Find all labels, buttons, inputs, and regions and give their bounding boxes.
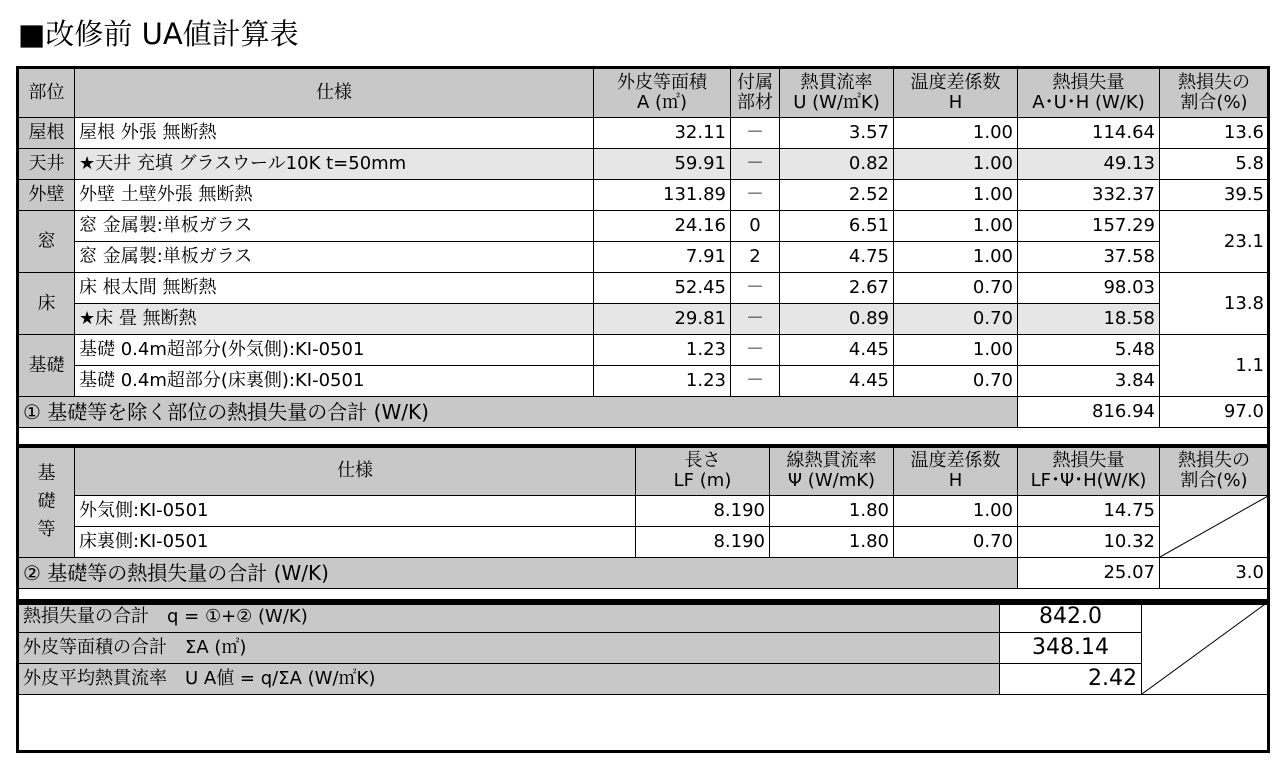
u-cell: 2.67 xyxy=(780,273,894,304)
spec-cell: 基礎 0.4m超部分(床裏側):KI-0501 xyxy=(75,366,594,397)
u-cell: 3.57 xyxy=(780,118,894,149)
spec-cell: 外気側:KI-0501 xyxy=(75,496,636,527)
table-row xyxy=(19,366,1269,397)
u-cell: 4.45 xyxy=(780,366,894,397)
h-cell: 0.70 xyxy=(894,366,1018,397)
subtotal-label: ② 基礎等の熱損失量の合計 (W/K) xyxy=(19,558,1018,589)
empty-diagonal-cell xyxy=(1142,602,1269,695)
header-part: 部位 xyxy=(19,69,75,118)
table-row xyxy=(19,335,1269,366)
loss-cell: 5.48 xyxy=(1018,335,1160,366)
table-row xyxy=(19,149,1269,180)
total-loss-value: 842.0 xyxy=(1000,602,1142,633)
area-cell: 29.81 xyxy=(594,304,731,335)
ua-value-label: 外皮平均熱貫流率 U A値 = q/ΣA (W/㎡K) xyxy=(19,664,1000,695)
table-row xyxy=(19,527,1269,558)
h-cell: 1.00 xyxy=(894,335,1018,366)
table-row xyxy=(19,180,1269,211)
table-row xyxy=(19,273,1269,304)
header-spec: 仕様 xyxy=(75,69,594,118)
u-cell: 4.45 xyxy=(780,335,894,366)
spec-cell: 床 根太間 無断熱 xyxy=(75,273,594,304)
subtotal-label: ① 基礎等を除く部位の熱損失量の合計 (W/K) xyxy=(19,397,1018,428)
page-title: ■改修前 UA値計算表 xyxy=(18,17,299,51)
part-cell: 屋根 xyxy=(19,118,75,149)
h-cell: 1.00 xyxy=(894,149,1018,180)
h-cell: 0.70 xyxy=(894,527,1018,558)
subtotal-loss: 25.07 xyxy=(1018,558,1160,589)
subtotal-ratio: 97.0 xyxy=(1160,397,1269,428)
spec-cell: 基礎 0.4m超部分(外気側):KI-0501 xyxy=(75,335,594,366)
loss-cell: 332.37 xyxy=(1018,180,1160,211)
header-h: 温度差係数 H xyxy=(894,447,1018,496)
header-attach: 付属 部材 xyxy=(731,69,780,118)
attach-cell: － xyxy=(731,149,780,180)
ratio-cell: 1.1 xyxy=(1160,335,1269,397)
table-row xyxy=(19,496,1269,527)
u-cell: 0.89 xyxy=(780,304,894,335)
header-spec: 仕様 xyxy=(75,447,636,496)
loss-cell: 3.84 xyxy=(1018,366,1160,397)
attach-cell: － xyxy=(731,335,780,366)
total-area-value: 348.14 xyxy=(1000,633,1142,664)
header-psi: 線熱貫流率 Ψ (W/mK) xyxy=(770,447,894,496)
part-cell: 基礎 xyxy=(19,335,75,397)
subtotal-loss: 816.94 xyxy=(1018,397,1160,428)
foundation-table xyxy=(18,446,1269,589)
total-row xyxy=(19,602,1269,633)
totals-table xyxy=(18,601,1269,695)
u-cell: 0.82 xyxy=(780,149,894,180)
header-loss: 熱損失量 LF･Ψ･H(W/K) xyxy=(1018,447,1160,496)
h-cell: 1.00 xyxy=(894,496,1018,527)
attach-cell: － xyxy=(731,180,780,211)
loss-cell: 37.58 xyxy=(1018,242,1160,273)
part-cell: 外壁 xyxy=(19,180,75,211)
area-cell: 59.91 xyxy=(594,149,731,180)
part-cell-foundation: 基礎等 xyxy=(19,447,75,558)
table-row xyxy=(19,118,1269,149)
part-cell: 窓 xyxy=(19,211,75,273)
loss-cell: 157.29 xyxy=(1018,211,1160,242)
spec-cell: 床裏側:KI-0501 xyxy=(75,527,636,558)
header-loss: 熱損失量 A･U･H (W/K) xyxy=(1018,69,1160,118)
psi-cell: 1.80 xyxy=(770,527,894,558)
subtotal-row xyxy=(19,397,1269,428)
attach-cell: － xyxy=(731,366,780,397)
table-row xyxy=(19,304,1269,335)
total-loss-label: 熱損失量の合計 q = ①+② (W/K) xyxy=(19,602,1000,633)
table-row xyxy=(19,211,1269,242)
attach-cell: － xyxy=(731,273,780,304)
total-row xyxy=(19,633,1269,664)
ua-value: 2.42 xyxy=(1000,664,1142,695)
h-cell: 1.00 xyxy=(894,180,1018,211)
u-cell: 2.52 xyxy=(780,180,894,211)
spec-cell: ★床 畳 無断熱 xyxy=(75,304,594,335)
h-cell: 0.70 xyxy=(894,273,1018,304)
attach-cell: － xyxy=(731,304,780,335)
psi-cell: 1.80 xyxy=(770,496,894,527)
header-length: 長さ LF (m) xyxy=(636,447,770,496)
length-cell: 8.190 xyxy=(636,496,770,527)
header-ratio: 熱損失の 割合(%) xyxy=(1160,69,1269,118)
h-cell: 1.00 xyxy=(894,211,1018,242)
h-cell: 0.70 xyxy=(894,304,1018,335)
subtotal-row xyxy=(19,558,1269,589)
total-area-label: 外皮等面積の合計 ΣA (㎡) xyxy=(19,633,1000,664)
header-area: 外皮等面積 A (㎡) xyxy=(594,69,731,118)
header-h: 温度差係数 H xyxy=(894,69,1018,118)
ua-calc-table xyxy=(18,68,1269,428)
loss-cell: 49.13 xyxy=(1018,149,1160,180)
spec-cell: 外壁 土壁外張 無断熱 xyxy=(75,180,594,211)
area-cell: 1.23 xyxy=(594,366,731,397)
area-cell: 52.45 xyxy=(594,273,731,304)
ratio-cell: 5.8 xyxy=(1160,149,1269,180)
table-row xyxy=(19,242,1269,273)
ratio-cell: 13.8 xyxy=(1160,273,1269,335)
h-cell: 1.00 xyxy=(894,118,1018,149)
loss-cell: 114.64 xyxy=(1018,118,1160,149)
header-row xyxy=(19,69,1269,118)
attach-cell: － xyxy=(731,118,780,149)
part-cell: 床 xyxy=(19,273,75,335)
attach-cell: 2 xyxy=(731,242,780,273)
area-cell: 131.89 xyxy=(594,180,731,211)
spec-cell: 窓 金属製:単板ガラス xyxy=(75,242,594,273)
loss-cell: 98.03 xyxy=(1018,273,1160,304)
empty-diagonal-cell xyxy=(1160,496,1269,558)
area-cell: 32.11 xyxy=(594,118,731,149)
ratio-cell: 23.1 xyxy=(1160,211,1269,273)
header-u: 熱貫流率 U (W/㎡K) xyxy=(780,69,894,118)
loss-cell: 10.32 xyxy=(1018,527,1160,558)
loss-cell: 14.75 xyxy=(1018,496,1160,527)
area-cell: 1.23 xyxy=(594,335,731,366)
spec-cell: ★天井 充填 グラスウール10K t=50mm xyxy=(75,149,594,180)
loss-cell: 18.58 xyxy=(1018,304,1160,335)
spec-cell: 屋根 外張 無断熱 xyxy=(75,118,594,149)
total-row xyxy=(19,664,1269,695)
length-cell: 8.190 xyxy=(636,527,770,558)
u-cell: 6.51 xyxy=(780,211,894,242)
spec-cell: 窓 金属製:単板ガラス xyxy=(75,211,594,242)
u-cell: 4.75 xyxy=(780,242,894,273)
subtotal-ratio: 3.0 xyxy=(1160,558,1269,589)
area-cell: 24.16 xyxy=(594,211,731,242)
h-cell: 1.00 xyxy=(894,242,1018,273)
ratio-cell: 39.5 xyxy=(1160,180,1269,211)
header-ratio: 熱損失の 割合(%) xyxy=(1160,447,1269,496)
attach-cell: 0 xyxy=(731,211,780,242)
ratio-cell: 13.6 xyxy=(1160,118,1269,149)
area-cell: 7.91 xyxy=(594,242,731,273)
header-row xyxy=(19,447,1269,496)
part-cell: 天井 xyxy=(19,149,75,180)
